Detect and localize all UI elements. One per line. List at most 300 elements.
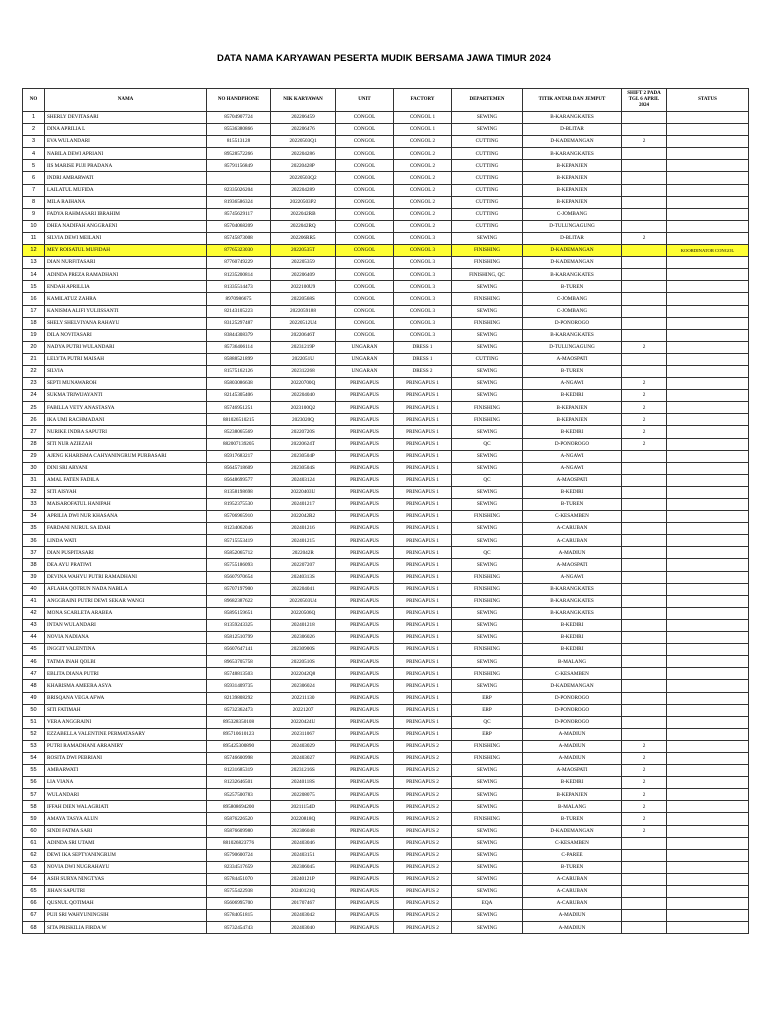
employee-id-cell: 20240121P bbox=[271, 873, 336, 885]
phone-number-cell: 81234062046 bbox=[207, 523, 271, 535]
phone-number-cell: 85784451070 bbox=[207, 873, 271, 885]
status-cell bbox=[667, 232, 749, 244]
department-cell: FINISHING bbox=[452, 595, 523, 607]
employee-id-cell: 202312268 bbox=[271, 365, 336, 377]
unit-cell: PRINGAPUS bbox=[336, 692, 394, 704]
row-number-cell: 10 bbox=[23, 220, 45, 232]
department-cell: SEWING bbox=[452, 632, 523, 644]
factory-cell: PRINGAPUS 1 bbox=[394, 438, 452, 450]
unit-cell: PRINGAPUS bbox=[336, 861, 394, 873]
employee-name-cell: SUKMA TRIWIJAYANTI bbox=[45, 390, 207, 402]
status-cell bbox=[667, 922, 749, 934]
pickup-point-cell: B-KEDIRI bbox=[523, 390, 622, 402]
unit-cell: PRINGAPUS bbox=[336, 644, 394, 656]
table-row bbox=[23, 777, 749, 789]
employee-name-cell: DILA NOVITASARI bbox=[45, 329, 207, 341]
row-number-cell: 30 bbox=[23, 462, 45, 474]
shift-2-cell: 2 bbox=[622, 402, 667, 414]
unit-cell: CONGOL bbox=[336, 208, 394, 220]
table-row bbox=[23, 752, 749, 764]
employee-name-cell: PUTRI RAMADHANI ARRANIRY bbox=[45, 740, 207, 752]
phone-number-cell: 881026823776 bbox=[207, 837, 271, 849]
department-cell: CUTTING bbox=[452, 353, 523, 365]
department-cell: SEWING bbox=[452, 559, 523, 571]
status-cell bbox=[667, 329, 749, 341]
row-number-cell: 64 bbox=[23, 873, 45, 885]
employee-name-cell: MEY ROISATUL MUFIDAH bbox=[45, 245, 207, 257]
table-row bbox=[23, 898, 749, 910]
table-row bbox=[23, 208, 749, 220]
unit-cell: CONGOL bbox=[336, 317, 394, 329]
department-cell: SEWING bbox=[452, 535, 523, 547]
phone-number-cell: 85790600724 bbox=[207, 849, 271, 861]
department-cell: QC bbox=[452, 547, 523, 559]
status-cell bbox=[667, 595, 749, 607]
status-cell bbox=[667, 450, 749, 462]
table-row bbox=[23, 886, 749, 898]
employee-name-cell: NADYA PUTRI WULANDARI bbox=[45, 341, 207, 353]
unit-cell: CONGOL bbox=[336, 124, 394, 136]
department-cell: SEWING bbox=[452, 281, 523, 293]
pickup-point-cell: B-MALANG bbox=[523, 656, 622, 668]
factory-cell: PRINGAPUS 2 bbox=[394, 789, 452, 801]
unit-cell: PRINGAPUS bbox=[336, 704, 394, 716]
table-row bbox=[23, 245, 749, 257]
pickup-point-cell: B-KEPANJEN bbox=[523, 196, 622, 208]
employee-id-cell: 20220424U bbox=[271, 716, 336, 728]
phone-number-cell: 895425300890 bbox=[207, 740, 271, 752]
shift-2-cell bbox=[622, 656, 667, 668]
factory-cell: PRINGAPUS 2 bbox=[394, 837, 452, 849]
status-cell bbox=[667, 317, 749, 329]
employee-name-cell: JIHAN SAPUTRI bbox=[45, 886, 207, 898]
factory-cell: PRINGAPUS 1 bbox=[394, 462, 452, 474]
row-number-cell: 40 bbox=[23, 583, 45, 595]
department-cell: FINISHING bbox=[452, 317, 523, 329]
unit-cell: PRINGAPUS bbox=[336, 632, 394, 644]
status-cell bbox=[667, 220, 749, 232]
department-cell: CUTTING bbox=[452, 160, 523, 172]
shift-2-cell: 2 bbox=[622, 414, 667, 426]
row-number-cell: 3 bbox=[23, 136, 45, 148]
unit-cell: PRINGAPUS bbox=[336, 813, 394, 825]
phone-number-cell: 85746951251 bbox=[207, 402, 271, 414]
phone-number-cell: 85707197900 bbox=[207, 583, 271, 595]
department-cell: FINISHING bbox=[452, 511, 523, 523]
column-header: STATUS bbox=[667, 89, 749, 112]
pickup-point-cell: A-CARUBAN bbox=[523, 886, 622, 898]
shift-2-cell bbox=[622, 305, 667, 317]
employee-id-cell: 202206476 bbox=[271, 124, 336, 136]
shift-2-cell bbox=[622, 486, 667, 498]
phone-number-cell: 8970986675 bbox=[207, 293, 271, 305]
pickup-point-cell: A-MADIUN bbox=[523, 910, 622, 922]
row-number-cell: 50 bbox=[23, 704, 45, 716]
pickup-point-cell: C-PAREE bbox=[523, 849, 622, 861]
shift-2-cell bbox=[622, 571, 667, 583]
employee-id-cell: 20220818Q bbox=[271, 813, 336, 825]
department-cell: SEWING bbox=[452, 765, 523, 777]
table-row bbox=[23, 559, 749, 571]
employee-name-cell: EVA WULANDARI bbox=[45, 136, 207, 148]
pickup-point-cell: D-TULUNGAGUNG bbox=[523, 341, 622, 353]
department-cell: ERP bbox=[452, 692, 523, 704]
employee-name-cell: VERA ANGGRAINI bbox=[45, 716, 207, 728]
table-row bbox=[23, 837, 749, 849]
table-row bbox=[23, 390, 749, 402]
table-row bbox=[23, 571, 749, 583]
row-number-cell: 66 bbox=[23, 898, 45, 910]
column-header: UNIT bbox=[336, 89, 394, 112]
shift-2-cell bbox=[622, 535, 667, 547]
column-header: NIK KARYAWAN bbox=[271, 89, 336, 112]
unit-cell: PRINGAPUS bbox=[336, 740, 394, 752]
shift-2-cell: 2 bbox=[622, 777, 667, 789]
shift-2-cell bbox=[622, 837, 667, 849]
department-cell: SEWING bbox=[452, 680, 523, 692]
employee-table bbox=[22, 88, 749, 934]
row-number-cell: 68 bbox=[23, 922, 45, 934]
row-number-cell: 46 bbox=[23, 656, 45, 668]
factory-cell: CONGOL 3 bbox=[394, 281, 452, 293]
table-row bbox=[23, 220, 749, 232]
pickup-point-cell: C-JOMBANG bbox=[523, 305, 622, 317]
shift-2-cell bbox=[622, 583, 667, 595]
row-number-cell: 23 bbox=[23, 378, 45, 390]
factory-cell: PRINGAPUS 2 bbox=[394, 873, 452, 885]
shift-2-cell bbox=[622, 898, 667, 910]
pickup-point-cell: A-MAOSPATI bbox=[523, 559, 622, 571]
phone-number-cell: 89528572266 bbox=[207, 148, 271, 160]
factory-cell: DRESS 1 bbox=[394, 353, 452, 365]
table-row bbox=[23, 462, 749, 474]
unit-cell: CONGOL bbox=[336, 184, 394, 196]
phone-number-cell: 83844308379 bbox=[207, 329, 271, 341]
employee-name-cell: QUSNUL QOTIMAH bbox=[45, 898, 207, 910]
phone-number-cell: 85895159651 bbox=[207, 607, 271, 619]
column-header: TITIK ANTAR DAN JEMPUT bbox=[523, 89, 622, 112]
row-number-cell: 27 bbox=[23, 426, 45, 438]
phone-number-cell: 85917683217 bbox=[207, 450, 271, 462]
unit-cell: PRINGAPUS bbox=[336, 825, 394, 837]
table-row bbox=[23, 716, 749, 728]
row-number-cell: 29 bbox=[23, 450, 45, 462]
factory-cell: PRINGAPUS 1 bbox=[394, 668, 452, 680]
employee-name-cell: SEPTI MUNAWAROH bbox=[45, 378, 207, 390]
employee-name-cell: MILA RAIHANA bbox=[45, 196, 207, 208]
table-row bbox=[23, 656, 749, 668]
status-cell bbox=[667, 656, 749, 668]
phone-number-cell: 85648699577 bbox=[207, 474, 271, 486]
phone-number-cell: 81952375530 bbox=[207, 499, 271, 511]
employee-id-cell: 20220503Q1 bbox=[271, 136, 336, 148]
pickup-point-cell: D-KADEMANGAN bbox=[523, 825, 622, 837]
employee-name-cell: SITI AISYAH bbox=[45, 486, 207, 498]
shift-2-cell bbox=[622, 208, 667, 220]
status-cell bbox=[667, 910, 749, 922]
factory-cell: PRINGAPUS 2 bbox=[394, 849, 452, 861]
shift-2-cell bbox=[622, 680, 667, 692]
row-number-cell: 38 bbox=[23, 559, 45, 571]
shift-2-cell bbox=[622, 365, 667, 377]
row-number-cell: 20 bbox=[23, 341, 45, 353]
status-cell bbox=[667, 680, 749, 692]
phone-number-cell: 85888521899 bbox=[207, 353, 271, 365]
phone-number-cell: 89682387622 bbox=[207, 595, 271, 607]
unit-cell: PRINGAPUS bbox=[336, 571, 394, 583]
employee-name-cell: SINDI FATMA SARI bbox=[45, 825, 207, 837]
row-number-cell: 26 bbox=[23, 414, 45, 426]
table-row bbox=[23, 825, 749, 837]
department-cell: SEWING bbox=[452, 837, 523, 849]
pickup-point-cell: D-KADEMANGAN bbox=[523, 245, 622, 257]
factory-cell: CONGOL 3 bbox=[394, 305, 452, 317]
row-number-cell: 16 bbox=[23, 293, 45, 305]
employee-id-cell: 20211154D bbox=[271, 801, 336, 813]
row-number-cell: 48 bbox=[23, 680, 45, 692]
department-cell: ERP bbox=[452, 728, 523, 740]
row-number-cell: 44 bbox=[23, 632, 45, 644]
unit-cell: PRINGAPUS bbox=[336, 547, 394, 559]
table-row bbox=[23, 873, 749, 885]
unit-cell: CONGOL bbox=[336, 136, 394, 148]
row-number-cell: 65 bbox=[23, 886, 45, 898]
employee-name-cell: DEWI IKA SEPTYANINGRUM bbox=[45, 849, 207, 861]
unit-cell: PRINGAPUS bbox=[336, 378, 394, 390]
status-cell: KOORDINATOR CONGOL bbox=[667, 245, 749, 257]
table-row bbox=[23, 232, 749, 244]
status-cell bbox=[667, 898, 749, 910]
department-cell: QC bbox=[452, 716, 523, 728]
pickup-point-cell: D-BLITAR bbox=[523, 124, 622, 136]
pickup-point-cell: B-KEDIRI bbox=[523, 777, 622, 789]
factory-cell: PRINGAPUS 1 bbox=[394, 499, 452, 511]
phone-number-cell: 85755186093 bbox=[207, 559, 271, 571]
employee-id-cell: 202206459 bbox=[271, 112, 336, 124]
status-cell bbox=[667, 668, 749, 680]
pickup-point-cell: B-TUREN bbox=[523, 365, 622, 377]
shift-2-cell bbox=[622, 632, 667, 644]
row-number-cell: 58 bbox=[23, 801, 45, 813]
factory-cell: PRINGAPUS 2 bbox=[394, 886, 452, 898]
employee-id-cell: 202204041 bbox=[271, 583, 336, 595]
factory-cell: PRINGAPUS 1 bbox=[394, 632, 452, 644]
phone-number-cell: 82335026204 bbox=[207, 184, 271, 196]
shift-2-cell: 2 bbox=[622, 378, 667, 390]
department-cell: FINISHING bbox=[452, 740, 523, 752]
department-cell: SEWING bbox=[452, 450, 523, 462]
pickup-point-cell: D-BLITAR bbox=[523, 232, 622, 244]
unit-cell: UNGARAN bbox=[336, 365, 394, 377]
employee-id-cell: 202401216 bbox=[271, 523, 336, 535]
unit-cell: UNGARAN bbox=[336, 353, 394, 365]
phone-number-cell: 85257500783 bbox=[207, 789, 271, 801]
department-cell: SEWING bbox=[452, 112, 523, 124]
department-cell: FINISHING bbox=[452, 245, 523, 257]
employee-name-cell: AJENG KHARISMA CAHYANINGRUM PURBASARI bbox=[45, 450, 207, 462]
shift-2-cell: 2 bbox=[622, 801, 667, 813]
employee-name-cell: DIAN PUSPITASARI bbox=[45, 547, 207, 559]
unit-cell: PRINGAPUS bbox=[336, 607, 394, 619]
table-row bbox=[23, 438, 749, 450]
status-cell bbox=[667, 124, 749, 136]
shift-2-cell bbox=[622, 910, 667, 922]
unit-cell: PRINGAPUS bbox=[336, 511, 394, 523]
table-row bbox=[23, 305, 749, 317]
employee-name-cell: AMAL FATEN FADILA bbox=[45, 474, 207, 486]
employee-name-cell: INTAN WULANDARI bbox=[45, 619, 207, 631]
factory-cell: CONGOL 3 bbox=[394, 329, 452, 341]
table-row bbox=[23, 910, 749, 922]
shift-2-cell: 2 bbox=[622, 390, 667, 402]
employee-name-cell: IKA UMI RACHMADANI bbox=[45, 414, 207, 426]
row-number-cell: 53 bbox=[23, 740, 45, 752]
table-row bbox=[23, 414, 749, 426]
factory-cell: PRINGAPUS 2 bbox=[394, 910, 452, 922]
employee-id-cell: 201707467 bbox=[271, 898, 336, 910]
department-cell: SEWING bbox=[452, 607, 523, 619]
table-row bbox=[23, 269, 749, 281]
row-number-cell: 17 bbox=[23, 305, 45, 317]
department-cell: FINISHING bbox=[452, 257, 523, 269]
phone-number-cell: 85755422938 bbox=[207, 886, 271, 898]
status-cell bbox=[667, 632, 749, 644]
phone-number-cell: 82139808292 bbox=[207, 692, 271, 704]
department-cell: FINISHING bbox=[452, 571, 523, 583]
row-number-cell: 7 bbox=[23, 184, 45, 196]
employee-name-cell: ADINDA PREZA RAMADHANI bbox=[45, 269, 207, 281]
table-row bbox=[23, 341, 749, 353]
employee-name-cell: IIS MARISE PUJI PRADANA bbox=[45, 160, 207, 172]
department-cell: SEWING bbox=[452, 486, 523, 498]
status-cell bbox=[667, 523, 749, 535]
unit-cell: PRINGAPUS bbox=[336, 680, 394, 692]
row-number-cell: 33 bbox=[23, 499, 45, 511]
employee-name-cell: AFLAHA QOTRUN NADA NABILA bbox=[45, 583, 207, 595]
factory-cell: PRINGAPUS 2 bbox=[394, 740, 452, 752]
table-row bbox=[23, 499, 749, 511]
employee-name-cell: SILVIA DEWI MEILANI bbox=[45, 232, 207, 244]
employee-id-cell: 202306045 bbox=[271, 861, 336, 873]
pickup-point-cell: C-JOMBANG bbox=[523, 293, 622, 305]
row-number-cell: 6 bbox=[23, 172, 45, 184]
status-cell bbox=[667, 607, 749, 619]
table-row bbox=[23, 765, 749, 777]
employee-name-cell: INGGIT VALENTINA bbox=[45, 644, 207, 656]
department-cell: SEWING bbox=[452, 462, 523, 474]
status-cell bbox=[667, 849, 749, 861]
employee-name-cell: INDRI AMBARWATI bbox=[45, 172, 207, 184]
table-row bbox=[23, 704, 749, 716]
factory-cell: PRINGAPUS 1 bbox=[394, 728, 452, 740]
employee-id-cell: 202403042 bbox=[271, 910, 336, 922]
row-number-cell: 60 bbox=[23, 825, 45, 837]
shift-2-cell bbox=[622, 849, 667, 861]
department-cell: SEWING bbox=[452, 378, 523, 390]
shift-2-cell bbox=[622, 329, 667, 341]
status-cell bbox=[667, 184, 749, 196]
status-cell bbox=[667, 462, 749, 474]
employee-name-cell: SILVIA bbox=[45, 365, 207, 377]
factory-cell: PRINGAPUS 1 bbox=[394, 692, 452, 704]
employee-id-cell: 20230504P bbox=[271, 450, 336, 462]
department-cell: QC bbox=[452, 474, 523, 486]
shift-2-cell bbox=[622, 547, 667, 559]
unit-cell: CONGOL bbox=[336, 172, 394, 184]
employee-name-cell: SITA PRISKILIA FIRDA W bbox=[45, 922, 207, 934]
factory-cell: PRINGAPUS 2 bbox=[394, 752, 452, 764]
shift-2-cell bbox=[622, 269, 667, 281]
shift-2-cell bbox=[622, 523, 667, 535]
shift-2-cell bbox=[622, 873, 667, 885]
employee-id-cell: 202204289 bbox=[271, 184, 336, 196]
pickup-point-cell: A-MAOSPATI bbox=[523, 353, 622, 365]
employee-id-cell: 20220503U4 bbox=[271, 595, 336, 607]
unit-cell: CONGOL bbox=[336, 245, 394, 257]
row-number-cell: 2 bbox=[23, 124, 45, 136]
unit-cell: PRINGAPUS bbox=[336, 886, 394, 898]
factory-cell: PRINGAPUS 1 bbox=[394, 523, 452, 535]
unit-cell: PRINGAPUS bbox=[336, 595, 394, 607]
status-cell bbox=[667, 583, 749, 595]
status-cell bbox=[667, 825, 749, 837]
pickup-point-cell: D-KADEMANGAN bbox=[523, 680, 622, 692]
table-row bbox=[23, 535, 749, 547]
department-cell: FINISHING, QC bbox=[452, 269, 523, 281]
employee-id-cell: 2022059188 bbox=[271, 305, 336, 317]
employee-id-cell: 202401217 bbox=[271, 499, 336, 511]
row-number-cell: 22 bbox=[23, 365, 45, 377]
factory-cell: PRINGAPUS 2 bbox=[394, 922, 452, 934]
column-header: FACTORY bbox=[394, 89, 452, 112]
employee-name-cell: DEA AYU PRATIWI bbox=[45, 559, 207, 571]
employee-id-cell: 202206409 bbox=[271, 269, 336, 281]
phone-number-cell: 85732362473 bbox=[207, 704, 271, 716]
table-row bbox=[23, 523, 749, 535]
pickup-point-cell: C-KESAMBEN bbox=[523, 837, 622, 849]
pickup-point-cell: B-KEPANJEN bbox=[523, 172, 622, 184]
unit-cell: CONGOL bbox=[336, 196, 394, 208]
row-number-cell: 5 bbox=[23, 160, 45, 172]
pickup-point-cell: A-MADIUN bbox=[523, 547, 622, 559]
department-cell: SEWING bbox=[452, 873, 523, 885]
status-cell bbox=[667, 438, 749, 450]
pickup-point-cell: D-KADEMANGAN bbox=[523, 257, 622, 269]
factory-cell: CONGOL 2 bbox=[394, 160, 452, 172]
employee-id-cell: 202206RR5 bbox=[271, 232, 336, 244]
department-cell: SEWING bbox=[452, 365, 523, 377]
employee-id-cell: 202306048 bbox=[271, 825, 336, 837]
employee-name-cell: NABILA DEWI APRIANI bbox=[45, 148, 207, 160]
employee-name-cell: LELYTA PUTRI MAISAH bbox=[45, 353, 207, 365]
status-cell bbox=[667, 499, 749, 511]
employee-name-cell: LIA VIANA bbox=[45, 777, 207, 789]
table-row bbox=[23, 789, 749, 801]
row-number-cell: 41 bbox=[23, 595, 45, 607]
table-row bbox=[23, 680, 749, 692]
unit-cell: PRINGAPUS bbox=[336, 668, 394, 680]
status-cell bbox=[667, 777, 749, 789]
factory-cell: PRINGAPUS 1 bbox=[394, 595, 452, 607]
employee-id-cell: 2022051U bbox=[271, 353, 336, 365]
pickup-point-cell: D-TULUNGAGUNG bbox=[523, 220, 622, 232]
employee-id-cell: 2022042Q8 bbox=[271, 668, 336, 680]
status-cell bbox=[667, 789, 749, 801]
factory-cell: PRINGAPUS 1 bbox=[394, 644, 452, 656]
status-cell bbox=[667, 535, 749, 547]
status-cell bbox=[667, 378, 749, 390]
pickup-point-cell: D-KADEMANGAN bbox=[523, 136, 622, 148]
